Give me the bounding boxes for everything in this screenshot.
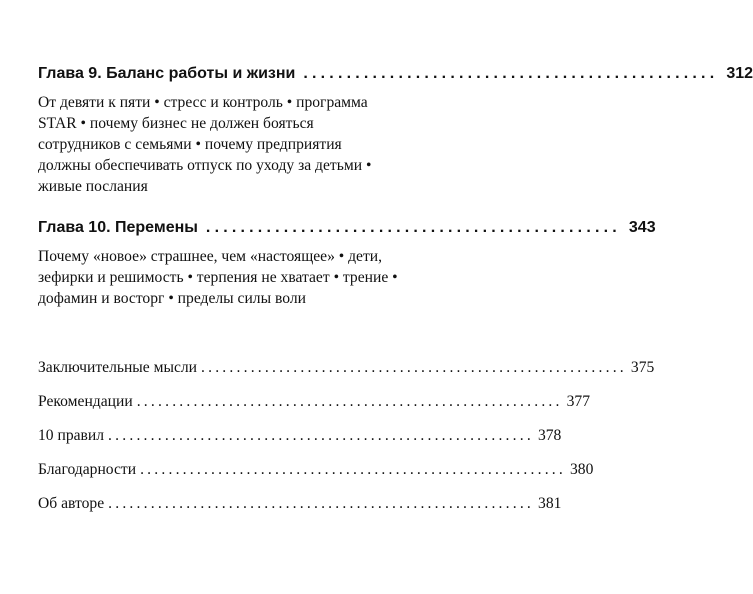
dot-leader: ............................................................ — [140, 461, 566, 478]
entry-page-number: 380 — [569, 461, 594, 478]
dot-leader: ............................................................ — [201, 359, 627, 376]
chapter-heading-row — [38, 218, 656, 238]
entry-page-number: 381 — [538, 495, 562, 512]
description-line: зефирки и решимость • терпения не хватает • трение • — [38, 269, 398, 286]
entry-title: Благодарности — [38, 461, 137, 478]
chapter-10 — [38, 218, 656, 309]
dot-leader: ............................................................ — [136, 393, 563, 410]
dot-leader: ............................................................ — [108, 427, 534, 444]
entry-title: Рекомендации — [38, 393, 133, 410]
entry-page-number: 377 — [566, 393, 590, 410]
toc-entry — [38, 426, 562, 460]
entry-page-number: 375 — [630, 359, 655, 376]
entry-title: 10 правил — [38, 427, 105, 444]
chapter-description — [38, 92, 458, 197]
chapter-description — [38, 246, 458, 309]
description-line: Почему «новое» страшнее, чем «настоящее» • дети, — [38, 248, 383, 265]
chapter-title: Глава 10. Перемены — [38, 219, 198, 236]
description-line: дофамин и восторг • пределы силы воли — [38, 290, 306, 307]
description-line: живые послания — [38, 178, 148, 195]
toc-entry — [38, 392, 590, 426]
chapter-page-number: 343 — [628, 219, 656, 236]
chapter-heading-row — [38, 64, 753, 84]
entry-title: Об авторе — [38, 495, 105, 512]
description-line: сотрудников с семьями • почему предприятия — [38, 136, 342, 153]
description-line: От девяти к пяти • стресс и контроль • программа — [38, 94, 368, 111]
description-line: STAR • почему бизнес не должен бояться — [38, 115, 314, 132]
dot-leader: ................................................ — [303, 65, 719, 82]
dot-leader: ............................................................ — [108, 495, 535, 512]
chapter-page-number: 312 — [726, 65, 753, 82]
toc-entries — [38, 358, 655, 528]
toc-entry — [38, 494, 562, 528]
chapter-9 — [38, 64, 753, 197]
toc-entry — [38, 460, 594, 494]
chapter-title: Глава 9. Баланс работы и жизни — [38, 65, 296, 82]
description-line: должны обеспечивать отпуск по уходу за детьми • — [38, 157, 372, 174]
entry-page-number: 378 — [537, 427, 562, 444]
dot-leader: ................................................ — [205, 219, 621, 236]
toc-entry — [38, 358, 655, 392]
entry-title: Заключительные мысли — [38, 359, 197, 376]
